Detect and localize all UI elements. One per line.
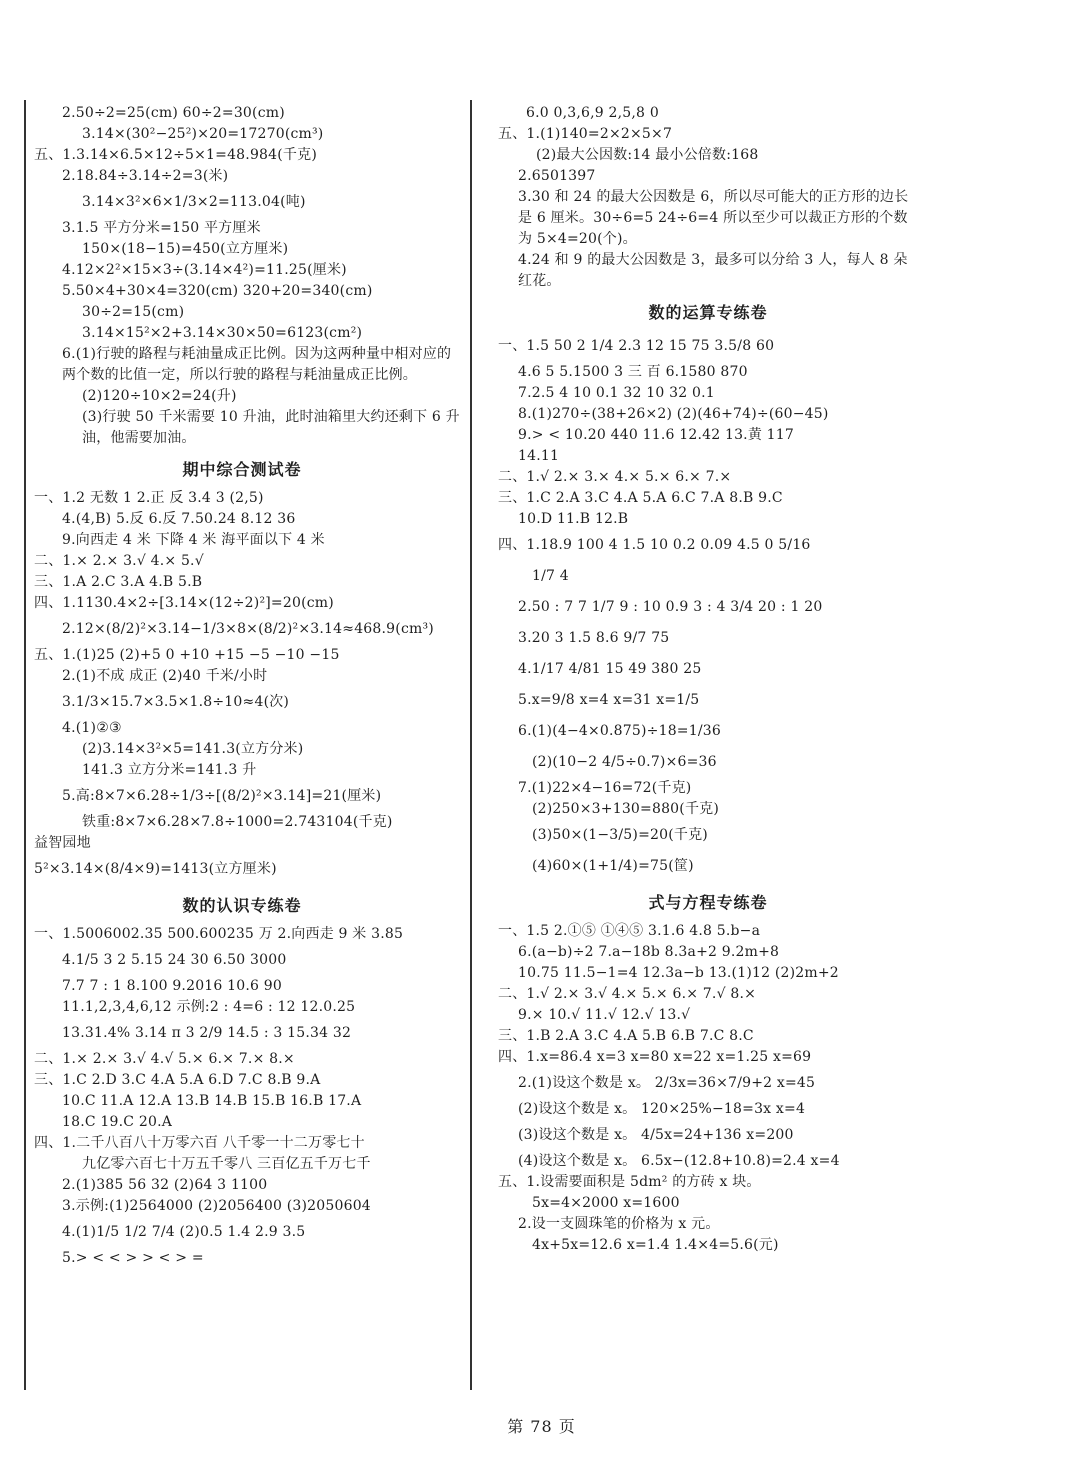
answer-line: 5²×3.14×(8/4×9)=1413(立方厘米) [34, 861, 277, 877]
answer-line: 四、1.18.9 100 4 1.5 10 0.2 0.09 4.5 0 5/16 [498, 537, 811, 553]
answer-line: (4)设这个数是 x。 6.5x−(12.8+10.8)=2.4 x=4 [518, 1153, 840, 1169]
answer-line: 10.C 11.A 12.A 13.B 14.B 15.B 16.B 17.A [62, 1093, 362, 1109]
answer-paragraph: 4.24 和 9 的最大公因数是 3，最多可以分给 3 人，每人 8 朵红花。 [518, 252, 908, 289]
answer-line: 五、1.(1)140=2×2×5×7 [498, 126, 673, 142]
answer-line: 7.2.5 4 10 0.1 32 10 32 0.1 [518, 385, 715, 401]
answer-line: 9.向西走 4 米 下降 4 米 海平面以下 4 米 [62, 532, 325, 548]
answer-line: 4.(1)②③ [62, 720, 122, 736]
answer-line: 一、1.2 无数 1 2.正 反 3.4 3 (2,5) [34, 490, 264, 506]
answer-line: 5.x=9/8 x=4 x=31 x=1/5 [518, 692, 700, 708]
answer-line: 4.1/17 4/81 15 49 380 25 [518, 661, 702, 677]
answer-paragraph: (3)行驶 50 千米需要 10 升油，此时油箱里大约还剩下 6 升油，他需要加油。 [82, 409, 460, 446]
answer-line: 二、1.√ 2.× 3.× 4.× 5.× 6.× 7.× [498, 469, 732, 485]
answer-line: 4.6 5 5.1500 3 三 百 6.1580 870 [518, 364, 748, 380]
left-margin-rule [24, 100, 26, 1390]
answer-line: 三、1.C 2.D 3.C 4.A 5.A 6.D 7.C 8.B 9.A [34, 1072, 321, 1088]
answer-line: 3.14×3²×6×1/3×2=113.04(吨) [82, 194, 306, 210]
left-column [34, 103, 462, 1269]
answer-line: 2.6501397 [518, 168, 596, 184]
answer-line: 三、1.A 2.C 3.A 4.B 5.B [34, 574, 203, 590]
answer-line: 2.(1)385 56 32 (2)64 3 1100 [62, 1177, 268, 1193]
answer-line: 3.14×(30²−25²)×20=17270(cm³) [82, 126, 324, 142]
answer-line: (2)设这个数是 x。 120×25%−18=3x x=4 [518, 1101, 806, 1117]
answer-line: 铁重:8×7×6.28×7.8÷1000=2.743104(千克) [82, 814, 393, 830]
answer-line: 九亿零六百七十万五千零八 三百亿五千万七千 [82, 1156, 371, 1172]
answer-line: 四、1.x=86.4 x=3 x=80 x=22 x=1.25 x=69 [498, 1049, 812, 1065]
answer-line: 11.1,2,3,4,6,12 示例:2 : 4=6 : 12 12.0.25 [62, 999, 356, 1015]
answer-line: 四、1.二千八百八十万零六百 八千零一十二万零七十 [34, 1135, 365, 1151]
answer-line: 2.50 : 7 7 1/7 9 : 10 0.9 3 : 4 3/4 20 : 1 20 [518, 599, 823, 615]
answer-line: 3.14×15²×2+3.14×30×50=6123(cm²) [82, 325, 363, 341]
answer-line: 8.(1)270÷(38+26×2) (2)(46+74)÷(60−45) [518, 406, 829, 422]
answer-line: 四、1.1130.4×2÷[3.14×(12÷2)²]=20(cm) [34, 595, 334, 611]
answer-line: 一、1.5 50 2 1/4 2.3 12 15 75 3.5/8 60 [498, 338, 775, 354]
answer-line: 二、1.× 2.× 3.√ 4.√ 5.× 6.× 7.× 8.× [34, 1051, 295, 1067]
answer-paragraph: 6.(1)行驶的路程与耗油量成正比例。因为这两种量中相对应的两个数的比值一定，所以行驶的路程与耗油量成正比例。 [62, 346, 452, 383]
column-divider [470, 100, 472, 1390]
answer-line: 5x=4×2000 x=1600 [532, 1195, 680, 1211]
answer-line: 2.18.84÷3.14÷2=3(米) [62, 168, 229, 184]
answer-line: (3)50×(1−3/5)=20(千克) [532, 827, 708, 843]
section-title-midterm: 期中综合测试卷 [182, 460, 302, 479]
answer-line: 二、1.× 2.× 3.√ 4.× 5.√ [34, 553, 204, 569]
answer-line: 5.50×4+30×4=320(cm) 320+20=340(cm) [62, 283, 373, 299]
answer-line: 5.> < < > > < > = [62, 1250, 204, 1266]
answer-line: 6.(a−b)÷2 7.a−18b 8.3a+2 9.2m+8 [518, 944, 780, 960]
answer-line: 9.> < 10.20 440 11.6 12.42 13.黄 117 [518, 427, 795, 443]
answer-line: 7.7 7 : 1 8.100 9.2016 10.6 90 [62, 978, 282, 994]
answer-line: 5.高:8×7×6.28÷1/3÷[(8/2)²×3.14]=21(厘米) [62, 788, 382, 804]
answer-line: 4.1/5 3 2 5.15 24 30 6.50 3000 [62, 952, 287, 968]
answer-line: 4x+5x=12.6 x=1.4 1.4×4=5.6(元) [532, 1237, 779, 1253]
answer-line: 3.示例:(1)2564000 (2)2056400 (3)2050604 [62, 1198, 371, 1214]
answer-line: 9.× 10.√ 11.√ 12.√ 13.√ [518, 1007, 691, 1023]
answer-line: 4.(4,B) 5.反 6.反 7.50.24 8.12 36 [62, 511, 296, 527]
answer-line: 30÷2=15(cm) [82, 304, 185, 320]
section-title-equations: 式与方程专练卷 [648, 893, 768, 912]
bonus-heading: 益智园地 [34, 835, 91, 851]
answer-line: 4.(1)1/5 1/2 7/4 (2)0.5 1.4 2.9 3.5 [62, 1224, 306, 1240]
answer-line: 3.1.5 平方分米=150 平方厘米 [62, 220, 261, 236]
answer-line: 一、1.5 2.①⑤ ①④⑤ 3.1.6 4.8 5.b−a [498, 923, 761, 939]
answer-line: 五、1.3.14×6.5×12÷5×1=48.984(千克) [34, 147, 317, 163]
answer-line: 10.D 11.B 12.B [518, 511, 629, 527]
answer-line: (2)最大公因数:14 最小公倍数:168 [536, 147, 759, 163]
answer-line: 五、1.(1)25 (2)+5 0 +10 +15 −5 −10 −15 [34, 647, 340, 663]
answer-line: 6.0 0,3,6,9 2,5,8 0 [526, 105, 659, 121]
answer-line: 18.C 19.C 20.A [62, 1114, 173, 1130]
answer-line: 一、1.5006002.35 500.600235 万 2.向西走 9 米 3.85 [34, 926, 404, 942]
answer-line: 三、1.C 2.A 3.C 4.A 5.A 6.C 7.A 8.B 9.C [498, 490, 783, 506]
answer-line: (2)120÷10×2=24(升) [82, 388, 237, 404]
section-title-operations: 数的运算专练卷 [648, 303, 768, 322]
answer-line: 2.(1)设这个数是 x。 2/3x=36×7/9+2 x=45 [518, 1075, 816, 1091]
answer-line: 五、1.设需要面积是 5dm² 的方砖 x 块。 [498, 1174, 761, 1190]
answer-line: 三、1.B 2.A 3.C 4.A 5.B 6.B 7.C 8.C [498, 1028, 754, 1044]
answer-line: 3.1/3×15.7×3.5×1.8÷10≈4(次) [62, 694, 290, 710]
answer-line: 3.20 3 1.5 8.6 9/7 75 [518, 630, 670, 646]
answer-line: 1/7 4 [532, 568, 569, 584]
answer-line: 4.12×2²×15×3÷(3.14×4²)=11.25(厘米) [62, 262, 347, 278]
answer-line: 二、1.√ 2.× 3.√ 4.× 5.× 6.× 7.√ 8.× [498, 986, 757, 1002]
right-column [498, 103, 918, 1256]
answer-line: 10.75 11.5−1=4 12.3a−b 13.(1)12 (2)2m+2 [518, 965, 839, 981]
answer-line: (4)60×(1+1/4)=75(筐) [532, 858, 694, 874]
section-title-numbers: 数的认识专练卷 [182, 896, 302, 915]
answer-line: (3)设这个数是 x。 4/5x=24+136 x=200 [518, 1127, 794, 1143]
answer-line: 7.(1)22×4−16=72(千克) [518, 780, 692, 796]
answer-line: 141.3 立方分米=141.3 升 [82, 762, 257, 778]
answer-line: (2)(10−2 4/5÷0.7)×6=36 [532, 754, 717, 770]
answer-line: 150×(18−15)=450(立方厘米) [82, 241, 289, 257]
answer-line: 2.(1)不成 成正 (2)40 千米/小时 [62, 668, 268, 684]
answer-line: 13.31.4% 3.14 π 3 2/9 14.5 : 3 15.34 32 [62, 1025, 352, 1041]
page-number: 第 78 页 [507, 1417, 576, 1436]
answer-line: (2)3.14×3²×5=141.3(立方分米) [82, 741, 304, 757]
answer-line: 2.设一支圆珠笔的价格为 x 元。 [518, 1216, 720, 1232]
answer-line: 2.50÷2=25(cm) 60÷2=30(cm) [62, 105, 285, 121]
answer-line: (2)250×3+130=880(千克) [532, 801, 720, 817]
answer-line: 6.(1)(4−4×0.875)÷18=1/36 [518, 723, 721, 739]
answer-line: 14.11 [518, 448, 560, 464]
answer-line: 2.12×(8/2)²×3.14−1/3×8×(8/2)²×3.14≈468.9(cm³) [62, 621, 434, 637]
answer-paragraph: 3.30 和 24 的最大公因数是 6，所以尽可能大的正方形的边长是 6 厘米。30÷6=5 24÷6=4 所以至少可以裁正方形的个数为 5×4=20(个)。 [518, 189, 909, 247]
